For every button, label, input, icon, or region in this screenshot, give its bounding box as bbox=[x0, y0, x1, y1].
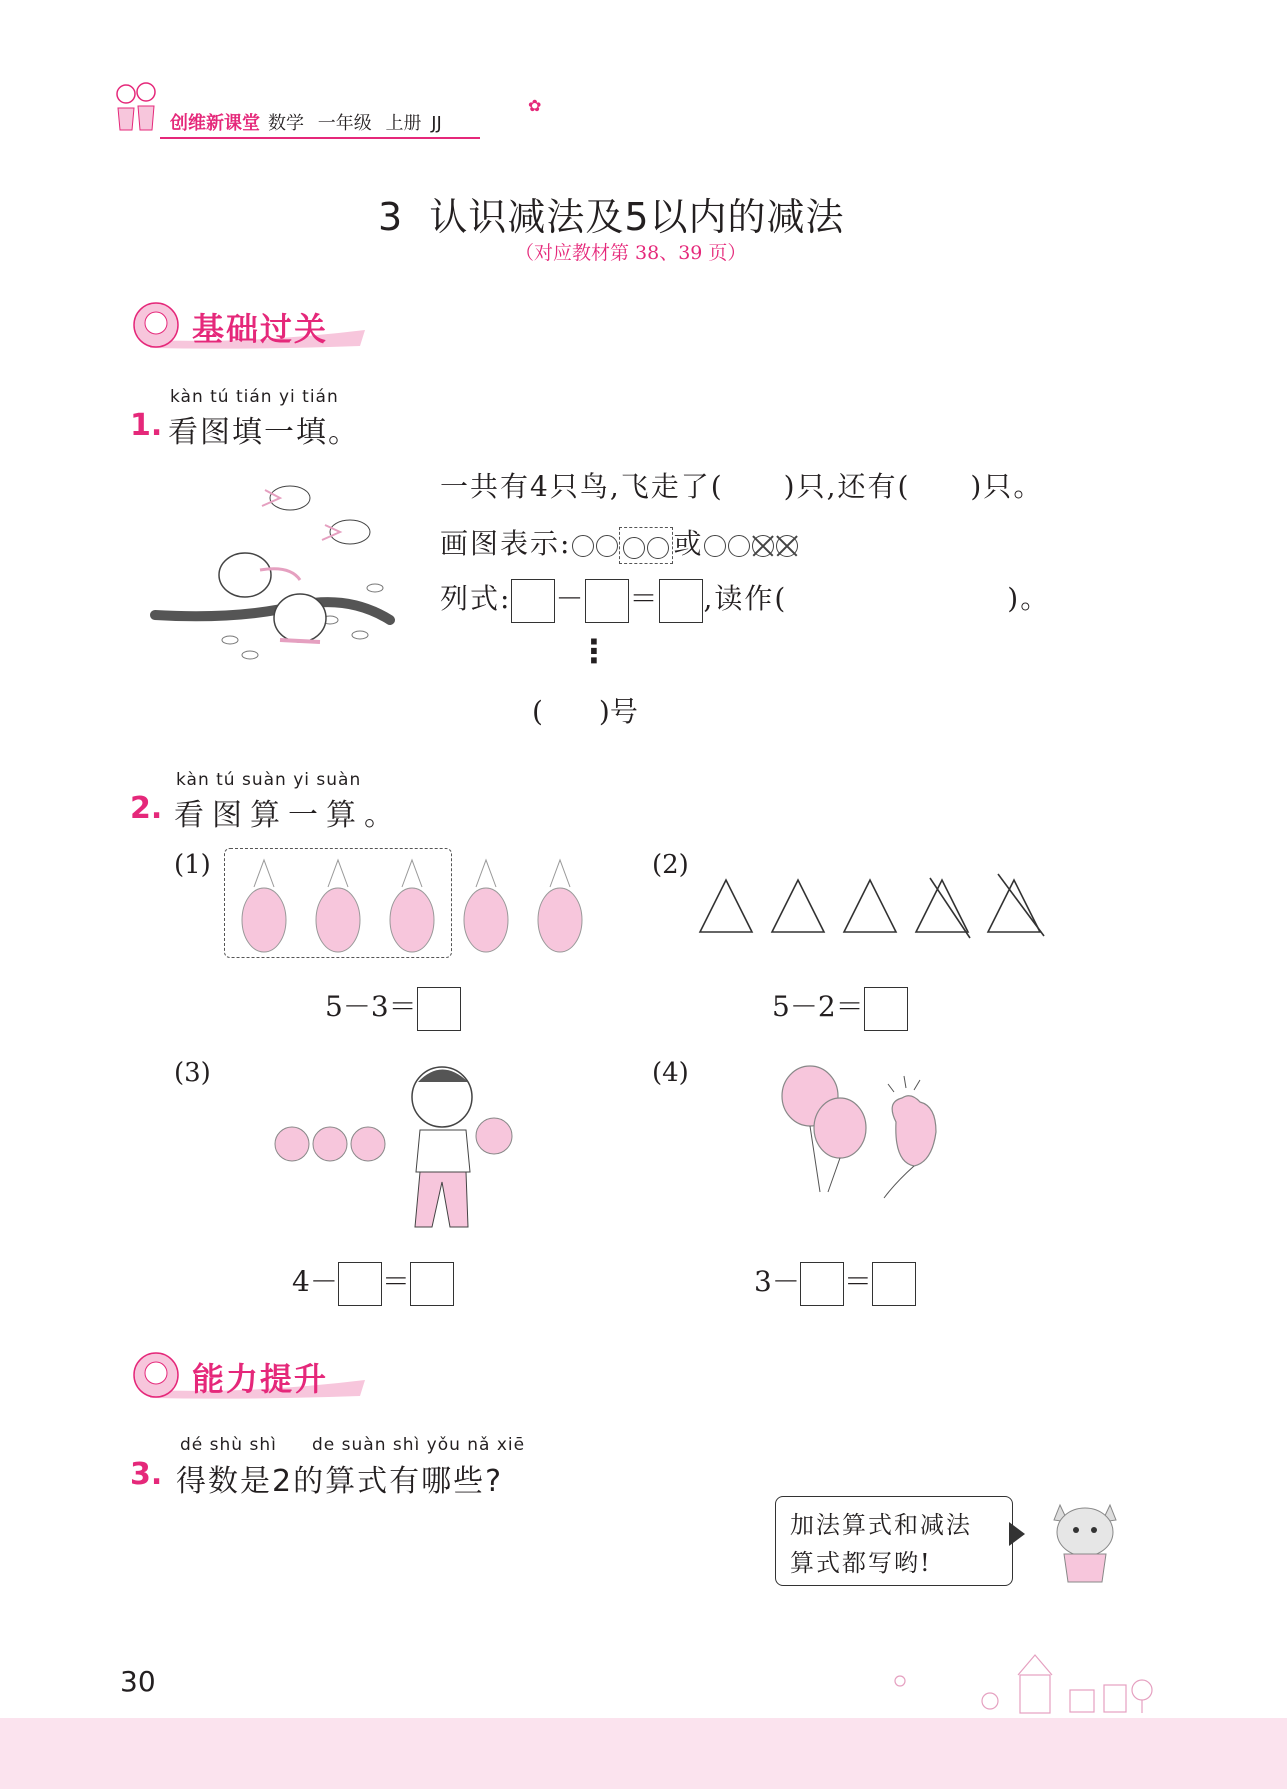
q2-item4-eq-prefix: 3－ bbox=[754, 1265, 800, 1298]
girl-balls-illustration bbox=[270, 1052, 530, 1232]
q2-item1-eq bbox=[325, 985, 461, 1031]
q1-line1: 一共有4只鸟,飞走了( )只,还有( )只。 bbox=[440, 470, 1044, 503]
header-subject-text: 数学 bbox=[268, 113, 304, 134]
q2-item3-eq-mid: ＝ bbox=[381, 1265, 410, 1298]
q2-item1-label: (1) bbox=[174, 850, 211, 880]
crossed-circle-icon bbox=[776, 535, 798, 557]
header-line bbox=[160, 137, 480, 139]
section-badge-advanced bbox=[130, 1350, 370, 1400]
circle-icon bbox=[728, 535, 750, 557]
bubble-tail bbox=[1009, 1522, 1025, 1546]
header-volume: 上册 bbox=[385, 113, 422, 134]
q1-pinyin: kàn tú tián yi tián bbox=[170, 387, 339, 407]
answer-box[interactable] bbox=[659, 579, 703, 623]
q1-line2 bbox=[440, 522, 799, 564]
q2-item4-eq bbox=[754, 1260, 916, 1306]
crossed-circle-icon bbox=[752, 535, 774, 557]
q1-line3-prefix: 列式: bbox=[440, 582, 512, 615]
circle-icon bbox=[623, 537, 645, 559]
section-label-advanced: 能力提升 bbox=[192, 1360, 329, 1398]
hint-line-1: 加法算式和减法 bbox=[790, 1511, 972, 1539]
q3-pinyin-2: de suàn shì yǒu nǎ xiē bbox=[312, 1435, 526, 1455]
q2-item1-eq-text: 5－3＝ bbox=[325, 990, 417, 1023]
cat-mascot-icon bbox=[1040, 1490, 1130, 1590]
q2-item2-eq-text: 5－2＝ bbox=[772, 990, 864, 1023]
circle-icon bbox=[572, 535, 594, 557]
footer-castle-icon bbox=[880, 1645, 1160, 1715]
q1-line3-end: )。 bbox=[1007, 582, 1051, 615]
q2-item4-label: (4) bbox=[652, 1058, 689, 1088]
circle-icon bbox=[596, 535, 618, 557]
minus-sign: － bbox=[555, 582, 586, 615]
equals-sign: ＝ bbox=[629, 582, 660, 615]
answer-box[interactable] bbox=[872, 1262, 916, 1306]
q2-item2-label: (2) bbox=[652, 850, 689, 880]
q2-item2-eq bbox=[772, 985, 908, 1031]
birds-illustration bbox=[150, 470, 400, 675]
q3-number: 3. bbox=[130, 1457, 163, 1492]
q2-item4-eq-mid: ＝ bbox=[843, 1265, 872, 1298]
q3-text: 得数是2的算式有哪些? bbox=[176, 1464, 504, 1499]
q1-line2-prefix: 画图表示: bbox=[440, 527, 572, 560]
page-title: 3 认识减法及5以内的减法 bbox=[378, 195, 845, 239]
pineapples-illustration bbox=[236, 855, 596, 955]
header-brand: 创维新课堂 bbox=[170, 113, 260, 134]
q2-item3-eq-prefix: 4－ bbox=[292, 1265, 338, 1298]
q1-number: 1. bbox=[130, 408, 163, 443]
answer-box[interactable] bbox=[410, 1262, 454, 1306]
header-flower-icon: ✿ bbox=[528, 96, 542, 115]
q1-dots: ⋮ bbox=[578, 632, 610, 670]
section-badge-basic bbox=[130, 300, 370, 350]
q2-number: 2. bbox=[130, 791, 163, 826]
q1-text: 看图填一填。 bbox=[168, 415, 360, 450]
footer-band bbox=[0, 1718, 1287, 1789]
q2-item3-label: (3) bbox=[174, 1058, 211, 1088]
answer-box[interactable] bbox=[585, 579, 629, 623]
q3-pinyin-1: dé shù shì bbox=[180, 1435, 277, 1455]
dashed-group bbox=[619, 527, 673, 564]
hint-bubble bbox=[775, 1496, 1013, 1586]
q2-pinyin: kàn tú suàn yi suàn bbox=[176, 770, 362, 790]
header-grade: 一年级 bbox=[317, 113, 372, 134]
q2-item3-eq bbox=[292, 1260, 454, 1306]
page-title-ref: （对应教材第 38、39 页） bbox=[515, 242, 747, 264]
circle-icon bbox=[647, 537, 669, 559]
page-number: 30 bbox=[120, 1665, 156, 1698]
section-label-basic: 基础过关 bbox=[192, 310, 329, 348]
answer-box[interactable] bbox=[800, 1262, 844, 1306]
q1-line3-suffix: ,读作( bbox=[703, 582, 788, 615]
header-mascot-icon bbox=[112, 80, 160, 140]
balloons-illustration bbox=[776, 1062, 956, 1202]
hint-line-2: 算式都写哟! bbox=[790, 1549, 932, 1577]
q1-line3 bbox=[440, 577, 1050, 623]
header-edition: JJ bbox=[431, 113, 442, 134]
triangles-illustration bbox=[698, 870, 1048, 940]
answer-box[interactable] bbox=[417, 987, 461, 1031]
answer-box[interactable] bbox=[338, 1262, 382, 1306]
q1-line4: ( )号 bbox=[532, 695, 638, 728]
q2-text: 看图算一算。 bbox=[174, 798, 402, 833]
header-subject bbox=[268, 109, 442, 135]
answer-box[interactable] bbox=[864, 987, 908, 1031]
answer-box[interactable] bbox=[511, 579, 555, 623]
q1-line2-or: 或 bbox=[673, 527, 704, 560]
circle-icon bbox=[704, 535, 726, 557]
